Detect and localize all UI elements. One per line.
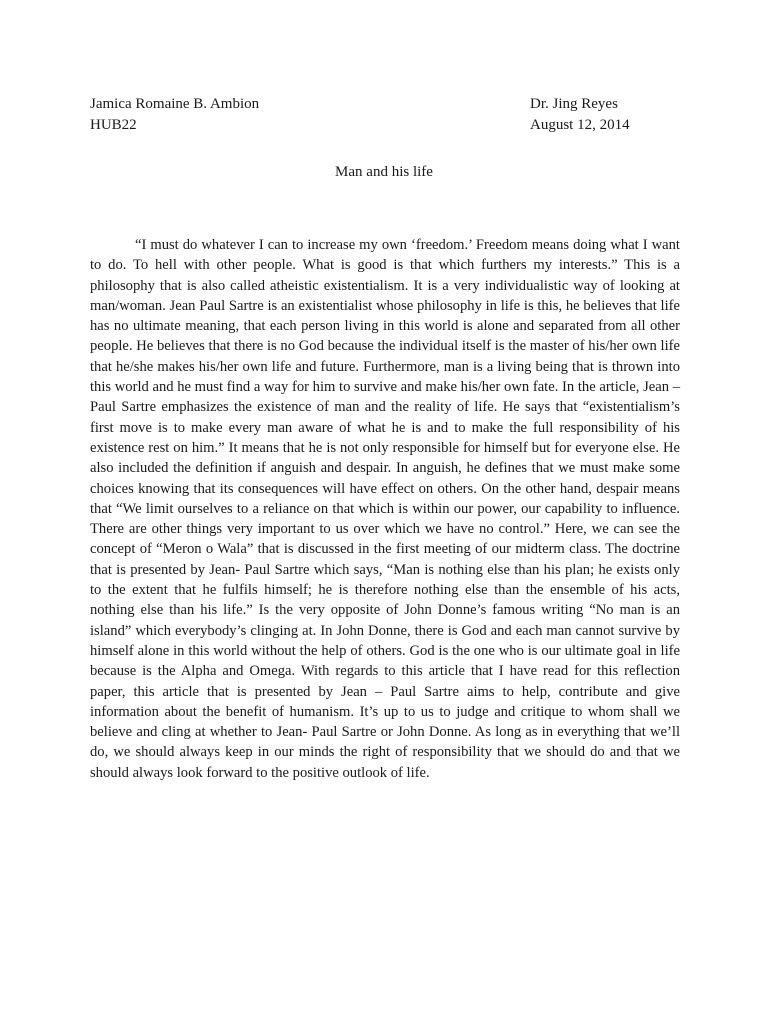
header-row-1 xyxy=(90,94,690,115)
document-header xyxy=(90,94,690,136)
instructor-name: Dr. Jing Reyes xyxy=(530,96,618,112)
document-date: August 12, 2014 xyxy=(530,117,630,133)
course-code: HUB22 xyxy=(90,117,137,133)
document-title: Man and his life xyxy=(335,164,433,180)
author-name: Jamica Romaine B. Ambion xyxy=(90,96,260,112)
header-row-2 xyxy=(90,115,690,136)
body-paragraph: “I must do whatever I can to increase my own ‘freedom.’ Freedom means doing what I want to do. To hell with other people. What is good is that which furthers my interests.” This is a philosophy that is also called atheistic existentialism. It is a very individualistic way of looking at man/woman. Jean Paul Sartre is an existentialist whose philosophy in life is this, he believes that life has no ultimate meaning, that each person living in this world is alone and separated from all other people. He believes that there is no God because the individual itself is the master of his/her own life that he/she makes his/her own life and future. Furthermore, man is a living being that is thrown into this world and he must find a way for him to survive and make his/her own fate. In the article, Jean –Paul Sartre emphasizes the existence of man and the reality of life. He says that “existentialism’s first move is to make every man aware of what he is and to make the full responsibility of his existence rest on him.” It means that he is not only responsible for himself but for everyone else. He also included the definition if anguish and despair. In anguish, he defines that we must make some choices knowing that its consequences will have effect on others. On the other hand, despair means that “We limit ourselves to a reliance on that which is within our power, our capability to influence. There are other things very important to us over which we have no control.” Here, we can see the concept of “Meron o Wala” that is discussed in the first meeting of our midterm class. The doctrine that is presented by Jean- Paul Sartre which says, “Man is nothing else than his plan; he exists only to the extent that he fulfils himself; he is therefore nothing else than the ensemble of his acts, nothing else than his life.” Is the very opposite of John Donne’s famous writing “No man is an island” which everybody’s clinging at. In John Donne, there is God and each man cannot survive by himself alone in this world without the help of others. God is the one who is our ultimate goal in life because is the Alpha and Omega. With regards to this article that I have read for this reflection paper, this article that is presented by Jean – Paul Sartre aims to help, contribute and give information about the benefit of humanism. It’s up to us to judge and critique to whom shall we believe and cling at whether to Jean- Paul Sartre or John Donne. As long as in everything that we’ll do, we should always keep in our minds the right of responsibility that we should do and that we should always look forward to the positive outlook of life. xyxy=(90,237,680,781)
